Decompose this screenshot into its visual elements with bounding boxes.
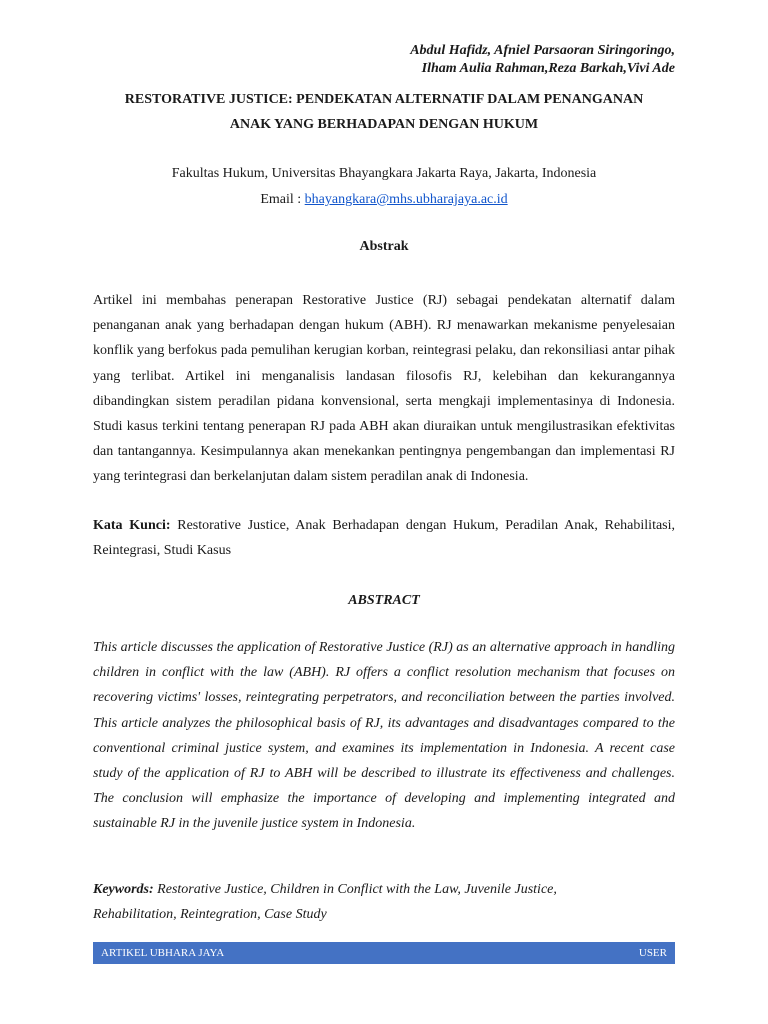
- email-label: Email :: [260, 192, 305, 207]
- author-list: [93, 42, 675, 78]
- abstrak-body: Artikel ini membahas penerapan Restorative Justice (RJ) sebagai pendekatan alternatif dalam penanganan anak yang berhadapan dengan hukum (ABH). RJ menawarkan mekanisme penyelesaian konflik yang berfokus pada pemulihan kerugian korban, reintegrasi pelaku, dan rekonsiliasi antar pihak yang terlibat. Artikel ini menganalisis landasan filosofis RJ, kelebihan dan kekurangannya dibandingkan sistem peradilan pidana konvensional, serta mengkaji implementasinya di Indonesia. Studi kasus terkini tentang penerapan RJ pada ABH akan diuraikan untuk mengilustrasikan efektivitas dan tantangannya. Kesimpulannya akan menekankan pentingnya pengembangan dan implementasi RJ yang terintegrasi dan berkelanjutan dalam sistem peradilan anak di Indonesia.: [93, 293, 675, 485]
- article-title: [93, 87, 675, 137]
- email-line: [93, 187, 675, 213]
- kata-kunci-label: Kata Kunci:: [93, 518, 171, 533]
- title-line-1: RESTORATIVE JUSTICE: PENDEKATAN ALTERNATIF DALAM PENANGANAN: [124, 92, 644, 107]
- email-link[interactable]: bhayangkara@mhs.ubharajaya.ac.id: [304, 192, 508, 207]
- keywords-text-1: Restorative Justice, Children in Conflict with the Law, Juvenile Justice,: [153, 882, 557, 897]
- kata-kunci-text: Restorative Justice, Anak Berhadapan dengan Hukum, Peradilan Anak, Rehabilitasi, Reintegrasi, Studi Kasus: [93, 518, 676, 559]
- footer-journal-name: ARTIKEL UBHARA JAYA: [101, 947, 225, 959]
- abstract-body: This article discusses the application of Restorative Justice (RJ) as an alternative approach in handling children in conflict with the law (ABH). RJ offers a conflict resolution mechanism that focuses on recovering victims' losses, reintegrating perpetrators, and reconciliation between the parties involved. This article analyzes the philosophical basis of RJ, its advantages and disadvantages compared to the conventional criminal justice system, and examines its implementation in Indonesia. A recent case study of the application of RJ to ABH will be described to illustrate its effectiveness and challenges. The conclusion will emphasize the importance of developing and implementing integrated and sustainable RJ in the juvenile justice system in Indonesia.: [93, 640, 675, 832]
- keywords-label: Keywords:: [93, 882, 154, 897]
- keywords-line-1: [93, 877, 675, 902]
- footer-user: USER: [638, 947, 667, 959]
- author-line-2: Ilham Aulia Rahman,Reza Barkah,Vivi Ade: [421, 61, 675, 76]
- keywords: [93, 877, 675, 927]
- abstrak-heading: Abstrak: [359, 239, 409, 254]
- abstract-heading: ABSTRACT: [348, 593, 420, 608]
- page-footer: [93, 942, 675, 964]
- keywords-text-2: Rehabilitation, Reintegration, Case Study: [93, 907, 327, 923]
- affiliation-block: [93, 161, 675, 213]
- title-line-2: ANAK YANG BERHADAPAN DENGAN HUKUM: [229, 117, 539, 132]
- affiliation: Fakultas Hukum, Universitas Bhayangkara Jakarta Raya, Jakarta, Indonesia: [171, 166, 597, 181]
- author-line-1: Abdul Hafidz, Afniel Parsaoran Siringoringo,: [410, 43, 675, 58]
- kata-kunci: [93, 513, 675, 563]
